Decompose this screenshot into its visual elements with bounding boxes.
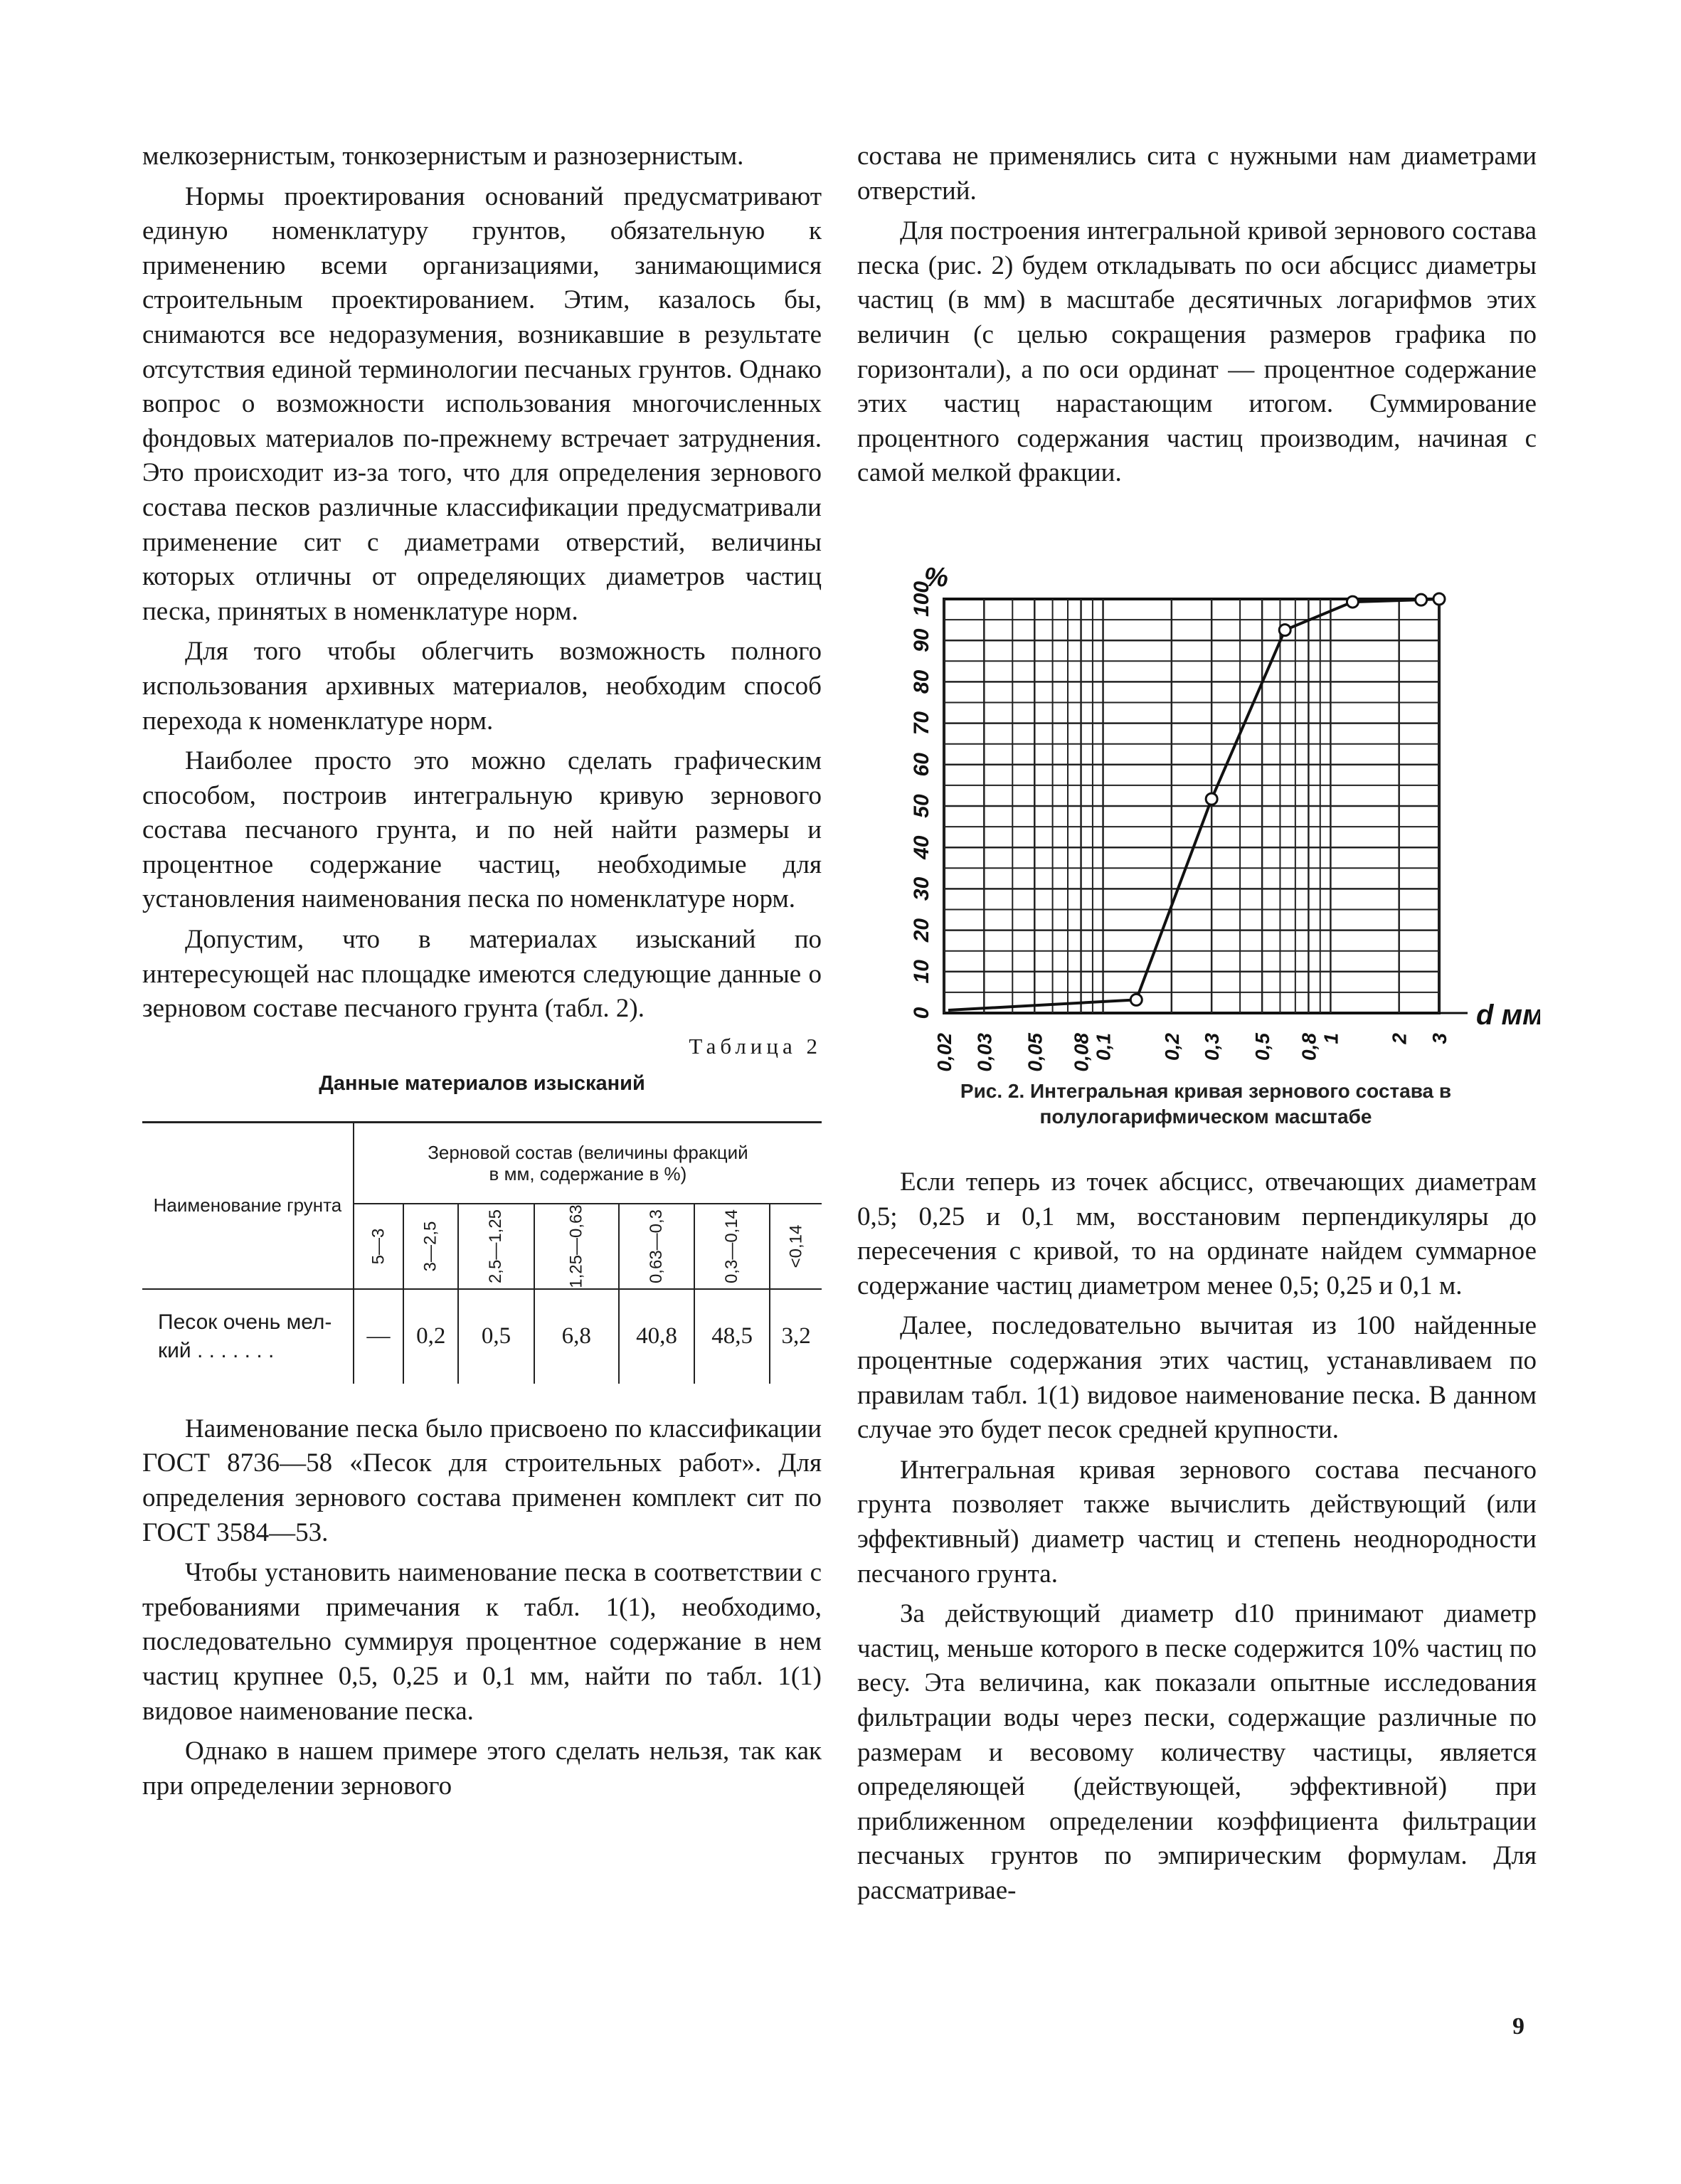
table-title: Данные материалов изысканий xyxy=(319,1071,645,1095)
x-tick-label: 0,2 xyxy=(1160,1033,1183,1061)
figure-caption-line1: Рис. 2. Интегральная кривая зернового состава в xyxy=(960,1080,1452,1102)
x-tick-label: 2 xyxy=(1388,1033,1411,1044)
paragraph: Чтобы установить наименование песка в соответствии с требованиями примечания к табл. 1(1), необходимо, последовательно суммируя процентное содержание в нем частиц крупнее 0,5, 0,25 и 0,1 мм, найти по табл. 1(1) видовое наименование песка. xyxy=(142,1558,822,1726)
paragraph: Интегральная кривая зернового состава песчаного грунта позволяет также вычислить действующий (или эффективный) диаметр частиц и степень неоднородности песчаного грунта. xyxy=(857,1455,1537,1589)
fraction-label: 0,63—0,3 xyxy=(647,1209,667,1283)
fraction-label: 5—3 xyxy=(368,1228,388,1265)
fraction-label: 1,25—0,63 xyxy=(566,1204,586,1288)
row-name-line2: кий . . . . . . . xyxy=(158,1338,275,1362)
x-tick-label: 0,5 xyxy=(1251,1033,1274,1061)
right-column-top xyxy=(857,139,1537,497)
paragraph: Наиболее просто это можно сделать графическим способом, построив интегральную кривую зернового состава песчаного грунта, и по ней найти размеры и процентное содержание частиц, необходимые для установления наименования песка по номенклатуре норм. xyxy=(142,746,822,914)
x-tick-label: 0,08 xyxy=(1070,1033,1093,1072)
y-tick-label: 80 xyxy=(910,669,933,694)
table-header-group-line2: в мм, содержание в %) xyxy=(489,1162,687,1184)
x-tick-label: 1 xyxy=(1320,1033,1342,1044)
fraction-header xyxy=(458,1204,534,1289)
data-point xyxy=(1130,994,1142,1005)
paragraph: Однако в нашем примере этого сделать нельзя, так как при определении зернового xyxy=(142,1737,822,1801)
fraction-header xyxy=(354,1204,403,1289)
y-tick-label: 0 xyxy=(910,1007,933,1019)
figure-caption xyxy=(875,1078,1537,1130)
y-tick-label: 70 xyxy=(910,711,933,736)
figure-2-chart xyxy=(857,526,1540,1096)
fraction-header xyxy=(534,1204,619,1289)
y-tick-label: 100 xyxy=(910,581,933,617)
paragraph: состава не применялись сита с нужными нам диаметрами отверстий. xyxy=(857,142,1537,206)
data-point xyxy=(1347,596,1358,608)
paragraph: За действующий диаметр d10 принимают диаметр частиц, меньше которого в песке содержится 10% частиц по весу. Эта величина, как показали опытные исследования фильтрации воды через пески, содержащие различные по размерам и весовому количеству частицы, является определяющей (действующей, эффективной) при приближенном определении коэффициента фильтрации песчаных грунтов по эмпирическим формулам. Для рассматривае- xyxy=(857,1599,1537,1905)
fraction-label: <0,14 xyxy=(786,1224,806,1268)
fraction-value: 48,5 xyxy=(694,1289,770,1384)
table-header-name: Наименование грунта xyxy=(142,1122,354,1289)
fraction-value: — xyxy=(354,1289,403,1384)
data-point xyxy=(1416,594,1427,605)
fraction-header xyxy=(770,1204,822,1289)
y-tick-label: 50 xyxy=(910,794,933,818)
table-row-name xyxy=(142,1289,354,1384)
paragraph: Для того чтобы облегчить возможность полного использования архивных материалов, необходим способ перехода к номенклатуре норм. xyxy=(142,637,822,736)
fraction-header xyxy=(403,1204,458,1289)
fraction-value: 40,8 xyxy=(619,1289,694,1384)
x-tick-label: 0,03 xyxy=(973,1033,996,1072)
paragraph: Наименование песка было присвоено по классификации ГОСТ 8736—58 «Песок для строительных работ». Для определения зернового состава применен комплект сит по ГОСТ 3584—53. xyxy=(142,1414,822,1547)
x-tick-label: 0,3 xyxy=(1201,1033,1224,1061)
x-tick-label: 0,8 xyxy=(1298,1033,1320,1061)
fraction-header xyxy=(694,1204,770,1289)
chart-svg xyxy=(857,526,1540,1081)
fraction-label: 0,3—0,14 xyxy=(722,1209,742,1283)
page-number: 9 xyxy=(1512,2013,1524,2040)
data-point xyxy=(1279,625,1290,636)
paragraph: Для построения интегральной кривой зернового состава песка (рис. 2) будем откладывать по оси абсцисс диаметры частиц (в мм) в масштабе десятичных логарифмов этих величин (с целью сокращения размеров графика по горизонтали), а по оси ординат — процентное содержание этих частиц нарастающим итогом. Суммирование процентного содержания частиц производим, начиная с самой мелкой фракции. xyxy=(857,216,1537,488)
fraction-label: 3—2,5 xyxy=(420,1221,440,1272)
figure-caption-line2: полулогарифмическом масштабе xyxy=(1039,1106,1372,1128)
x-tick-label: 0,02 xyxy=(933,1033,955,1072)
y-tick-label: 60 xyxy=(910,753,933,777)
y-tick-label: 20 xyxy=(910,918,933,943)
fraction-value: 0,2 xyxy=(403,1289,458,1384)
x-tick-label: 0,05 xyxy=(1024,1033,1046,1072)
y-tick-label: 40 xyxy=(910,835,933,859)
paragraph: Допустим, что в материалах изысканий по интересующей нас площадке имеются следующие данные о зерновом составе песчаного грунта (табл. 2). xyxy=(142,925,822,1024)
table-caption: Таблица 2 xyxy=(689,1033,822,1059)
data-point xyxy=(1206,793,1217,805)
fraction-value: 0,5 xyxy=(458,1289,534,1384)
x-axis-label: d мм xyxy=(1476,1000,1540,1031)
soil-data-table xyxy=(142,1121,822,1384)
paragraph: Далее, последовательно вычитая из 100 найденные процентные содержания этих частиц, устанавливаем по правилам табл. 1(1) видовое наименование песка. В данном случае это будет песок средней крупности. xyxy=(857,1311,1537,1445)
paragraph: Нормы проектирования оснований предусматривают единую номенклатуру грунтов, обязательную к применению всеми организациями, занимающимися строительным проектированием. Этим, казалось бы, снимаются все недоразумения, возникавшие в результате отсутствия единой терминологии песчаных грунтов. Однако вопрос о возможности использования многочисленных фондовых материалов по-прежнему встречает затруднения. Это происходит из-за того, что для определения зернового состава песков различные классификации предусматривали применение сит с диаметрами отверстий, величины которых отличны от определяющих диаметров частиц песка, принятых в номенклатуре норм. xyxy=(142,181,822,626)
fraction-value: 3,2 xyxy=(770,1289,822,1384)
paragraph: Если теперь из точек абсцисс, отвечающих диаметрам 0,5; 0,25 и 0,1 мм, восстановим перпендикуляры до пересечения с кривой, то на ординате найдем суммарное содержание частиц диаметром менее 0,5; 0,25 и 0,1 м. xyxy=(857,1167,1537,1300)
y-tick-label: 90 xyxy=(910,628,933,652)
left-column xyxy=(142,139,822,1809)
y-axis-label: % xyxy=(924,563,948,593)
x-tick-label: 3 xyxy=(1428,1033,1451,1044)
data-point xyxy=(1433,593,1445,605)
right-column-bottom xyxy=(857,1165,1537,1914)
fraction-header xyxy=(619,1204,694,1289)
paragraph: мелкозернистым, тонкозернистым и разнозернистым. xyxy=(142,142,744,171)
table-header-group xyxy=(354,1122,822,1204)
x-tick-label: 0,1 xyxy=(1092,1033,1115,1061)
fraction-label: 2,5—1,25 xyxy=(486,1209,506,1283)
table-header-group-line1: Зерновой состав (величины фракций xyxy=(428,1141,748,1163)
row-name-line1: Песок очень мел- xyxy=(158,1310,332,1334)
fraction-value: 6,8 xyxy=(534,1289,619,1384)
y-tick-label: 10 xyxy=(910,960,933,984)
y-tick-label: 30 xyxy=(910,876,933,901)
